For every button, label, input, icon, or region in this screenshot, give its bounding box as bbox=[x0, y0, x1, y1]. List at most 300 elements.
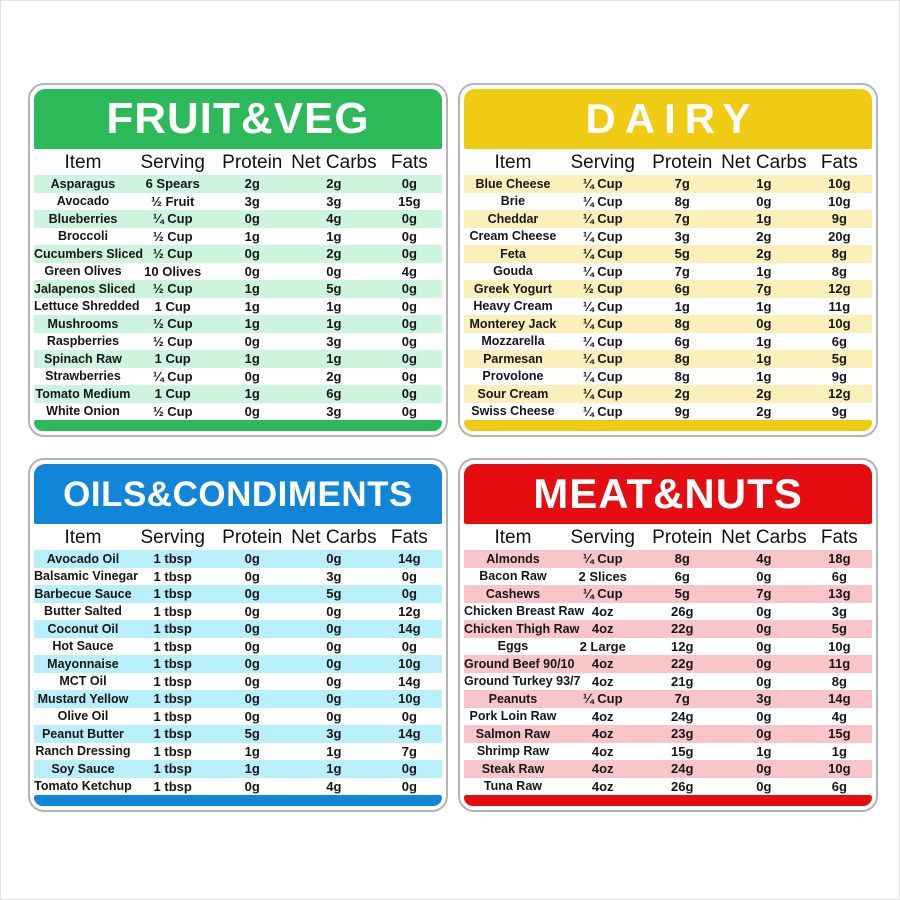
cell-protein: 1g bbox=[244, 761, 260, 777]
cell-serving: 4oz bbox=[591, 708, 614, 724]
cell-serving: 4oz bbox=[591, 726, 614, 742]
cell-item: Peanut Butter bbox=[41, 726, 124, 741]
cell-serving: ½ Fruit bbox=[151, 193, 195, 209]
cell-fats: 10g bbox=[828, 193, 851, 209]
cell-net-carbs: 1g bbox=[326, 743, 342, 759]
cell-protein: 3g bbox=[244, 193, 260, 209]
table-row bbox=[464, 333, 872, 351]
cell-fats: 0g bbox=[401, 333, 417, 349]
table-row bbox=[464, 603, 872, 621]
table-row bbox=[34, 280, 442, 298]
cell-item: Tuna Raw bbox=[483, 779, 542, 794]
table-row bbox=[34, 210, 442, 228]
cell-fats: 9g bbox=[831, 368, 847, 384]
cell-item: Chicken Breast Raw bbox=[464, 604, 585, 619]
cell-fats: 0g bbox=[401, 761, 417, 777]
cell-net-carbs: 0g bbox=[756, 726, 772, 742]
table-row bbox=[464, 778, 872, 796]
column-header-row bbox=[34, 525, 442, 550]
card-fruit-veg bbox=[28, 83, 448, 437]
cell-item: Asparagus bbox=[50, 176, 116, 191]
cell-item: Strawberries bbox=[45, 369, 121, 384]
cell-net-carbs: 0g bbox=[756, 656, 772, 672]
cell-serving: ¼ Cup bbox=[582, 228, 623, 244]
table-row bbox=[34, 585, 442, 603]
cell-item: White Onion bbox=[46, 404, 120, 419]
cell-serving: ¼ Cup bbox=[152, 211, 193, 227]
cell-serving: ¼ Cup bbox=[582, 263, 623, 279]
cell-net-carbs: 2g bbox=[326, 176, 342, 192]
cell-fats: 20g bbox=[828, 228, 851, 244]
cell-net-carbs: 1g bbox=[756, 333, 772, 349]
cell-net-carbs: 0g bbox=[326, 603, 342, 619]
table-row bbox=[464, 403, 872, 421]
cell-item: Barbecue Sauce bbox=[34, 586, 132, 601]
card-footer-bar bbox=[464, 420, 872, 431]
nutrition-table-dairy bbox=[464, 150, 872, 420]
column-header-row bbox=[34, 150, 442, 175]
cell-fats: 14g bbox=[828, 691, 851, 707]
cell-fats: 15g bbox=[828, 726, 851, 742]
cell-serving: 1 tbsp bbox=[153, 621, 192, 637]
cell-serving: 10 Olives bbox=[144, 263, 202, 279]
cell-fats: 0g bbox=[401, 386, 417, 402]
cell-fats: 14g bbox=[398, 621, 421, 637]
column-header-protein: Protein bbox=[222, 526, 283, 548]
cell-protein: 26g bbox=[671, 778, 694, 794]
cell-protein: 6g bbox=[674, 568, 690, 584]
cell-item: Swiss Cheese bbox=[471, 404, 555, 419]
column-header-fats: Fats bbox=[820, 151, 858, 173]
table-row bbox=[464, 193, 872, 211]
cell-serving: 2 Large bbox=[579, 638, 626, 654]
nutrition-table-oils-condiments bbox=[34, 525, 442, 795]
cell-fats: 5g bbox=[831, 351, 847, 367]
cell-item: Jalapenos Sliced bbox=[34, 281, 136, 296]
cell-fats: 6g bbox=[831, 778, 847, 794]
cell-item: Heavy Cream bbox=[473, 299, 553, 314]
cell-fats: 8g bbox=[831, 246, 847, 262]
cell-fats: 0g bbox=[401, 638, 417, 654]
cell-item: Coconut Oil bbox=[47, 621, 119, 636]
nutrition-table-fruit-veg bbox=[34, 150, 442, 420]
cell-item: Shrimp Raw bbox=[476, 744, 550, 759]
cell-serving: ½ Cup bbox=[152, 281, 193, 297]
cell-serving: ½ Cup bbox=[152, 333, 193, 349]
cell-item: Gouda bbox=[493, 264, 533, 279]
cell-net-carbs: 0g bbox=[326, 656, 342, 672]
cell-serving: 1 tbsp bbox=[153, 743, 192, 759]
cell-serving: ½ Cup bbox=[152, 228, 193, 244]
cell-item: Ranch Dressing bbox=[35, 744, 131, 759]
cell-fats: 0g bbox=[401, 351, 417, 367]
cell-item: Mozzarella bbox=[481, 334, 545, 349]
cell-item: Tomato Ketchup bbox=[34, 779, 132, 794]
cell-serving: 4oz bbox=[591, 743, 614, 759]
table-row bbox=[34, 263, 442, 281]
cell-fats: 6g bbox=[831, 333, 847, 349]
cell-serving: 1 tbsp bbox=[153, 673, 192, 689]
cell-item: Provolone bbox=[482, 369, 544, 384]
cell-protein: 0g bbox=[244, 708, 260, 724]
cell-serving: ½ Cup bbox=[152, 246, 193, 262]
cell-item: Mayonnaise bbox=[47, 656, 119, 671]
cell-fats: 0g bbox=[401, 176, 417, 192]
cell-net-carbs: 0g bbox=[326, 263, 342, 279]
cell-serving: ½ Cup bbox=[152, 403, 193, 419]
cell-fats: 4g bbox=[831, 708, 847, 724]
card-header-meat-nuts bbox=[464, 464, 872, 524]
cell-protein: 1g bbox=[244, 281, 260, 297]
cell-protein: 7g bbox=[674, 263, 690, 279]
cell-serving: 1 tbsp bbox=[153, 603, 192, 619]
cell-protein: 0g bbox=[244, 638, 260, 654]
cell-serving: ¼ Cup bbox=[152, 368, 193, 384]
column-header-net-carbs: Net Carbs bbox=[721, 151, 807, 173]
table-row bbox=[464, 228, 872, 246]
column-header-fats: Fats bbox=[390, 151, 428, 173]
column-header-net-carbs: Net Carbs bbox=[291, 151, 377, 173]
cell-item: Eggs bbox=[497, 639, 529, 654]
cell-item: Steak Raw bbox=[481, 761, 545, 776]
cell-item: Balsamic Vinegar bbox=[34, 569, 138, 584]
cell-serving: 4oz bbox=[591, 778, 614, 794]
table-row bbox=[464, 725, 872, 743]
table-row bbox=[34, 603, 442, 621]
cell-serving: 1 tbsp bbox=[153, 568, 192, 584]
column-header-serving: Serving bbox=[140, 151, 205, 173]
cell-protein: 0g bbox=[244, 551, 260, 567]
table-row bbox=[464, 585, 872, 603]
cell-item: Blue Cheese bbox=[475, 176, 551, 191]
cell-serving: 1 tbsp bbox=[153, 656, 192, 672]
cell-fats: 10g bbox=[828, 638, 851, 654]
cell-protein: 3g bbox=[674, 228, 690, 244]
cell-serving: ¼ Cup bbox=[582, 246, 623, 262]
cell-item: Butter Salted bbox=[44, 604, 122, 619]
cell-protein: 7g bbox=[674, 691, 690, 707]
card-footer-bar bbox=[464, 795, 872, 806]
cell-net-carbs: 0g bbox=[756, 568, 772, 584]
cell-protein: 2g bbox=[674, 386, 690, 402]
cell-item: Parmesan bbox=[483, 351, 543, 366]
cell-protein: 5g bbox=[674, 246, 690, 262]
cell-net-carbs: 3g bbox=[756, 691, 772, 707]
cell-item: Hot Sauce bbox=[52, 639, 114, 654]
cell-net-carbs: 1g bbox=[756, 176, 772, 192]
cell-protein: 9g bbox=[674, 403, 690, 419]
cell-protein: 1g bbox=[244, 743, 260, 759]
table-row bbox=[464, 263, 872, 281]
cell-protein: 1g bbox=[674, 298, 690, 314]
cell-serving: 4oz bbox=[591, 656, 614, 672]
cell-serving: ¼ Cup bbox=[582, 211, 623, 227]
cell-serving: 2 Slices bbox=[578, 568, 627, 584]
cell-net-carbs: 1g bbox=[756, 368, 772, 384]
cell-protein: 6g bbox=[674, 333, 690, 349]
cell-net-carbs: 1g bbox=[326, 228, 342, 244]
cell-serving: 1 tbsp bbox=[153, 691, 192, 707]
cell-item: Blueberries bbox=[48, 211, 118, 226]
table-row bbox=[34, 638, 442, 656]
table-row bbox=[464, 568, 872, 586]
table-row bbox=[464, 385, 872, 403]
cell-fats: 6g bbox=[831, 568, 847, 584]
column-header-protein: Protein bbox=[652, 526, 713, 548]
column-header-fats: Fats bbox=[820, 526, 858, 548]
cell-protein: 0g bbox=[244, 778, 260, 794]
cell-net-carbs: 2g bbox=[756, 403, 772, 419]
cell-item: Broccoli bbox=[57, 229, 108, 244]
card-title-fruit-veg: FRUIT&VEG bbox=[106, 94, 370, 143]
cell-protein: 0g bbox=[244, 403, 260, 419]
table-row bbox=[34, 175, 442, 193]
cell-serving: 4oz bbox=[591, 761, 614, 777]
cell-fats: 5g bbox=[831, 621, 847, 637]
cell-serving: 4oz bbox=[591, 673, 614, 689]
cell-serving: 1 tbsp bbox=[153, 551, 192, 567]
cell-net-carbs: 0g bbox=[326, 621, 342, 637]
cell-serving: 1 tbsp bbox=[153, 708, 192, 724]
nutrition-table-meat-nuts bbox=[464, 525, 872, 795]
cell-item: Brie bbox=[500, 194, 526, 209]
column-header-row bbox=[464, 525, 872, 550]
cell-protein: 1g bbox=[244, 316, 260, 332]
cell-protein: 7g bbox=[674, 211, 690, 227]
column-header-protein: Protein bbox=[222, 151, 283, 173]
column-header-row bbox=[464, 150, 872, 175]
cell-fats: 0g bbox=[401, 246, 417, 262]
cell-serving: 1 tbsp bbox=[153, 761, 192, 777]
table-row bbox=[464, 550, 872, 568]
cell-serving: 6 Spears bbox=[145, 176, 200, 192]
cell-net-carbs: 0g bbox=[756, 603, 772, 619]
cell-net-carbs: 2g bbox=[326, 368, 342, 384]
cell-net-carbs: 0g bbox=[326, 708, 342, 724]
cell-serving: ¼ Cup bbox=[582, 368, 623, 384]
cell-fats: 1g bbox=[831, 743, 847, 759]
cell-net-carbs: 7g bbox=[756, 586, 772, 602]
cell-fats: 12g bbox=[398, 603, 421, 619]
table-row bbox=[34, 550, 442, 568]
cell-item: Almonds bbox=[486, 551, 540, 566]
table-row bbox=[34, 690, 442, 708]
cell-protein: 22g bbox=[671, 656, 694, 672]
cell-serving: 1 Cup bbox=[154, 386, 191, 402]
cell-net-carbs: 0g bbox=[756, 193, 772, 209]
cell-fats: 0g bbox=[401, 586, 417, 602]
cell-protein: 0g bbox=[244, 246, 260, 262]
cell-protein: 15g bbox=[671, 743, 694, 759]
table-row bbox=[464, 708, 872, 726]
cell-item: Raspberries bbox=[46, 334, 120, 349]
cell-protein: 8g bbox=[674, 368, 690, 384]
table-row bbox=[464, 298, 872, 316]
cell-fats: 11g bbox=[828, 656, 851, 672]
cell-net-carbs: 4g bbox=[326, 211, 342, 227]
cell-protein: 0g bbox=[244, 263, 260, 279]
table-row bbox=[34, 228, 442, 246]
table-row bbox=[464, 760, 872, 778]
cell-net-carbs: 1g bbox=[326, 316, 342, 332]
cell-fats: 14g bbox=[398, 551, 421, 567]
table-row bbox=[34, 620, 442, 638]
cell-fats: 8g bbox=[831, 263, 847, 279]
cell-net-carbs: 1g bbox=[756, 298, 772, 314]
cell-protein: 0g bbox=[244, 333, 260, 349]
cell-serving: ¼ Cup bbox=[582, 298, 623, 314]
cell-fats: 0g bbox=[401, 403, 417, 419]
cell-item: Cashews bbox=[485, 586, 541, 601]
table-row bbox=[464, 690, 872, 708]
table-row bbox=[34, 708, 442, 726]
cell-protein: 1g bbox=[244, 298, 260, 314]
cell-net-carbs: 0g bbox=[326, 673, 342, 689]
cell-item: Olive Oil bbox=[57, 709, 109, 724]
cell-net-carbs: 7g bbox=[756, 281, 772, 297]
cell-net-carbs: 1g bbox=[756, 211, 772, 227]
cell-net-carbs: 1g bbox=[326, 761, 342, 777]
cell-item: Tomato Medium bbox=[35, 386, 131, 401]
cell-serving: 4oz bbox=[591, 621, 614, 637]
cell-protein: 26g bbox=[671, 603, 694, 619]
cell-protein: 6g bbox=[674, 281, 690, 297]
cell-net-carbs: 0g bbox=[756, 316, 772, 332]
cell-net-carbs: 2g bbox=[326, 246, 342, 262]
table-row bbox=[464, 368, 872, 386]
cell-net-carbs: 0g bbox=[326, 551, 342, 567]
cell-protein: 22g bbox=[671, 621, 694, 637]
cell-net-carbs: 4g bbox=[326, 778, 342, 794]
cell-fats: 10g bbox=[398, 691, 421, 707]
cell-protein: 0g bbox=[244, 691, 260, 707]
column-header-net-carbs: Net Carbs bbox=[721, 526, 807, 548]
card-meat-nuts bbox=[458, 458, 878, 812]
cell-protein: 1g bbox=[244, 228, 260, 244]
cell-net-carbs: 3g bbox=[326, 193, 342, 209]
cell-item: Cheddar bbox=[487, 211, 539, 226]
cell-protein: 1g bbox=[244, 351, 260, 367]
cell-item: Pork Loin Raw bbox=[469, 709, 557, 724]
card-oils-condiments bbox=[28, 458, 448, 812]
cell-fats: 0g bbox=[401, 298, 417, 314]
cell-fats: 0g bbox=[401, 228, 417, 244]
cell-fats: 0g bbox=[401, 316, 417, 332]
cell-item: Peanuts bbox=[488, 691, 538, 706]
cell-protein: 0g bbox=[244, 586, 260, 602]
cell-item: Salmon Raw bbox=[475, 726, 551, 741]
cell-fats: 0g bbox=[401, 778, 417, 794]
cell-serving: 1 tbsp bbox=[153, 778, 192, 794]
table-row bbox=[34, 333, 442, 351]
cell-net-carbs: 3g bbox=[326, 333, 342, 349]
cell-item: Ground Beef 90/10 bbox=[464, 656, 575, 671]
cell-net-carbs: 1g bbox=[326, 351, 342, 367]
cell-fats: 10g bbox=[828, 316, 851, 332]
column-header-item: Item bbox=[494, 151, 532, 173]
cell-protein: 0g bbox=[244, 368, 260, 384]
cell-fats: 11g bbox=[828, 298, 851, 314]
column-header-serving: Serving bbox=[570, 526, 635, 548]
cell-protein: 24g bbox=[671, 761, 694, 777]
cell-serving: ¼ Cup bbox=[582, 316, 623, 332]
cell-fats: 0g bbox=[401, 368, 417, 384]
cell-fats: 14g bbox=[398, 673, 421, 689]
cell-fats: 15g bbox=[398, 193, 421, 209]
table-row bbox=[34, 743, 442, 761]
cell-fats: 18g bbox=[828, 551, 851, 567]
cell-net-carbs: 0g bbox=[756, 761, 772, 777]
cell-protein: 0g bbox=[244, 568, 260, 584]
cell-protein: 8g bbox=[674, 316, 690, 332]
table-row bbox=[464, 280, 872, 298]
cell-serving: ¼ Cup bbox=[582, 691, 623, 707]
cell-net-carbs: 3g bbox=[326, 568, 342, 584]
cell-serving: ¼ Cup bbox=[582, 386, 623, 402]
table-row bbox=[34, 193, 442, 211]
table-row bbox=[464, 638, 872, 656]
cell-net-carbs: 0g bbox=[756, 621, 772, 637]
cell-fats: 10g bbox=[828, 176, 851, 192]
table-row bbox=[34, 673, 442, 691]
cell-serving: ¼ Cup bbox=[582, 551, 623, 567]
cell-net-carbs: 1g bbox=[326, 298, 342, 314]
cell-item: Monterey Jack bbox=[469, 316, 557, 331]
cell-item: Avocado Oil bbox=[46, 551, 120, 566]
cell-serving: 1 Cup bbox=[154, 351, 191, 367]
cell-fats: 9g bbox=[831, 211, 847, 227]
table-row bbox=[34, 385, 442, 403]
cell-fats: 0g bbox=[401, 211, 417, 227]
cell-item: Sour Cream bbox=[477, 386, 549, 401]
cell-serving: ¼ Cup bbox=[582, 351, 623, 367]
cell-item: Cucumbers Sliced bbox=[34, 246, 144, 261]
card-title-meat-nuts: MEAT&NUTS bbox=[533, 470, 803, 517]
cell-item: Bacon Raw bbox=[479, 569, 547, 584]
cell-protein: 7g bbox=[674, 176, 690, 192]
cell-net-carbs: 5g bbox=[326, 281, 342, 297]
cell-item: Mustard Yellow bbox=[37, 691, 129, 706]
table-row bbox=[464, 743, 872, 761]
cell-protein: 21g bbox=[671, 673, 694, 689]
cell-item: Spinach Raw bbox=[44, 351, 122, 366]
cell-net-carbs: 1g bbox=[756, 351, 772, 367]
cell-protein: 0g bbox=[244, 656, 260, 672]
cell-net-carbs: 3g bbox=[326, 403, 342, 419]
cell-fats: 13g bbox=[828, 586, 851, 602]
card-footer-bar bbox=[34, 420, 442, 431]
cell-net-carbs: 0g bbox=[756, 708, 772, 724]
table-row bbox=[464, 620, 872, 638]
cell-fats: 12g bbox=[828, 281, 851, 297]
cell-protein: 8g bbox=[674, 193, 690, 209]
table-row bbox=[34, 350, 442, 368]
cell-item: Soy Sauce bbox=[51, 761, 115, 776]
cell-item: Feta bbox=[500, 246, 526, 261]
cell-serving: 1 tbsp bbox=[153, 726, 192, 742]
column-header-fats: Fats bbox=[390, 526, 428, 548]
table-row bbox=[34, 368, 442, 386]
cell-net-carbs: 6g bbox=[326, 386, 342, 402]
column-header-item: Item bbox=[64, 151, 102, 173]
cell-item: Ground Turkey 93/7 bbox=[464, 674, 581, 689]
nutrition-cards-grid bbox=[28, 83, 878, 812]
cell-protein: 8g bbox=[674, 351, 690, 367]
card-title-oils-condiments: OILS&CONDIMENTS bbox=[63, 474, 413, 514]
cell-net-carbs: 0g bbox=[326, 691, 342, 707]
table-row bbox=[34, 568, 442, 586]
table-row bbox=[464, 245, 872, 263]
